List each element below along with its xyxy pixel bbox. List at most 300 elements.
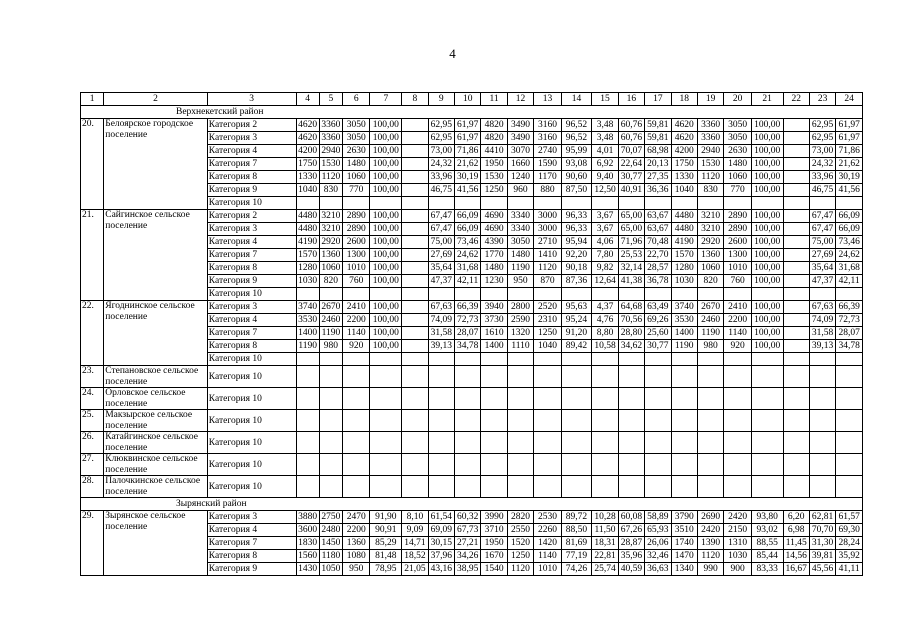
value-cell: 1950 <box>481 158 507 171</box>
value-cell <box>402 145 428 158</box>
value-cell: 83,33 <box>751 563 783 576</box>
value-cell: 67,63 <box>809 301 835 314</box>
value-cell <box>592 432 618 454</box>
value-cell <box>534 454 561 476</box>
category-label: Категория 3 <box>207 301 296 314</box>
value-cell <box>402 288 428 301</box>
value-cell: 24,32 <box>809 158 835 171</box>
value-cell <box>783 184 809 197</box>
value-cell: 1750 <box>296 158 319 171</box>
value-cell: 3940 <box>481 301 507 314</box>
value-cell: 27,35 <box>645 171 671 184</box>
value-cell <box>618 388 644 410</box>
value-cell <box>402 223 428 236</box>
value-cell: 2600 <box>724 236 751 249</box>
column-number: 5 <box>319 93 342 106</box>
value-cell <box>592 476 618 498</box>
value-cell: 1330 <box>671 171 697 184</box>
value-cell <box>671 476 697 498</box>
settlement-number: 21. <box>81 210 104 301</box>
value-cell: 62,81 <box>809 511 835 524</box>
value-cell <box>296 432 319 454</box>
column-number: 11 <box>481 93 507 106</box>
value-cell <box>809 353 835 366</box>
value-cell: 3600 <box>296 524 319 537</box>
settlement-number: 26. <box>81 432 104 454</box>
value-cell: 3,48 <box>592 132 618 145</box>
value-cell <box>561 388 592 410</box>
value-cell: 1360 <box>697 249 723 262</box>
value-cell: 28,07 <box>454 327 480 340</box>
value-cell: 100,00 <box>370 314 402 327</box>
value-cell: 1480 <box>343 158 370 171</box>
value-cell: 60,32 <box>454 511 480 524</box>
value-cell: 1140 <box>343 327 370 340</box>
value-cell: 100,00 <box>370 132 402 145</box>
value-cell <box>836 353 863 366</box>
category-label: Категория 10 <box>207 353 296 366</box>
value-cell <box>561 432 592 454</box>
category-label: Категория 8 <box>207 262 296 275</box>
value-cell: 2940 <box>319 145 342 158</box>
value-cell: 22,64 <box>618 158 644 171</box>
column-number: 20 <box>724 93 751 106</box>
value-cell <box>428 288 454 301</box>
value-cell: 21,62 <box>454 158 480 171</box>
value-cell: 12,50 <box>592 184 618 197</box>
value-cell: 2920 <box>319 236 342 249</box>
value-cell: 95,99 <box>561 145 592 158</box>
value-cell: 95,24 <box>561 314 592 327</box>
value-cell: 1030 <box>296 275 319 288</box>
value-cell <box>783 353 809 366</box>
value-cell: 2630 <box>343 145 370 158</box>
value-cell: 2200 <box>343 314 370 327</box>
value-cell <box>402 210 428 223</box>
value-cell: 90,18 <box>561 262 592 275</box>
value-cell: 24,32 <box>428 158 454 171</box>
value-cell <box>402 454 428 476</box>
value-cell: 77,19 <box>561 550 592 563</box>
settlement-name: Макзырское сельское поселение <box>104 410 208 432</box>
value-cell <box>592 197 618 210</box>
category-label: Категория 10 <box>207 197 296 210</box>
value-cell <box>592 454 618 476</box>
value-cell <box>671 353 697 366</box>
value-cell: 4620 <box>671 119 697 132</box>
value-cell <box>618 432 644 454</box>
value-cell: 100,00 <box>370 249 402 262</box>
value-cell <box>751 432 783 454</box>
category-label: Категория 3 <box>207 132 296 145</box>
value-cell: 65,93 <box>645 524 671 537</box>
value-cell <box>697 432 723 454</box>
value-cell <box>809 410 835 432</box>
value-cell: 64,68 <box>618 301 644 314</box>
settlement-number: 28. <box>81 476 104 498</box>
value-cell: 40,91 <box>618 184 644 197</box>
value-cell: 1190 <box>697 327 723 340</box>
value-cell: 91,90 <box>370 511 402 524</box>
value-cell: 30,15 <box>428 537 454 550</box>
value-cell <box>428 353 454 366</box>
value-cell <box>454 432 480 454</box>
value-cell <box>809 476 835 498</box>
value-cell <box>783 476 809 498</box>
value-cell: 22,81 <box>592 550 618 563</box>
value-cell <box>783 249 809 262</box>
value-cell: 3160 <box>534 132 561 145</box>
value-cell: 20,13 <box>645 158 671 171</box>
value-cell: 1360 <box>343 537 370 550</box>
value-cell <box>454 410 480 432</box>
value-cell: 65,00 <box>618 210 644 223</box>
table-row <box>81 301 863 314</box>
value-cell: 1010 <box>724 262 751 275</box>
value-cell <box>402 249 428 262</box>
value-cell <box>809 432 835 454</box>
value-cell <box>428 432 454 454</box>
value-cell: 100,00 <box>370 184 402 197</box>
table-row <box>81 476 863 498</box>
value-cell: 2410 <box>724 301 751 314</box>
category-label: Категория 9 <box>207 184 296 197</box>
settlement-name: Орловское сельское поселение <box>104 388 208 410</box>
value-cell: 2670 <box>319 301 342 314</box>
value-cell: 93,80 <box>751 511 783 524</box>
category-label: Категория 10 <box>207 288 296 301</box>
value-cell: 1520 <box>507 537 533 550</box>
settlement-number: 20. <box>81 119 104 210</box>
value-cell <box>402 301 428 314</box>
value-cell: 34,78 <box>454 340 480 353</box>
value-cell: 31,58 <box>428 327 454 340</box>
value-cell <box>343 197 370 210</box>
column-number: 24 <box>836 93 863 106</box>
value-cell <box>370 476 402 498</box>
value-cell <box>343 288 370 301</box>
value-cell: 2690 <box>697 511 723 524</box>
value-cell: 46,75 <box>428 184 454 197</box>
value-cell: 2420 <box>697 524 723 537</box>
value-cell: 1040 <box>296 184 319 197</box>
value-cell <box>671 454 697 476</box>
category-label: Категория 4 <box>207 524 296 537</box>
value-cell <box>645 476 671 498</box>
value-cell <box>836 454 863 476</box>
value-cell: 3210 <box>319 223 342 236</box>
value-cell <box>296 388 319 410</box>
value-cell <box>645 353 671 366</box>
value-cell: 100,00 <box>751 145 783 158</box>
value-cell: 25,60 <box>645 327 671 340</box>
category-label: Категория 10 <box>207 388 296 410</box>
value-cell <box>402 314 428 327</box>
value-cell: 32,46 <box>645 550 671 563</box>
value-cell: 4620 <box>671 132 697 145</box>
value-cell: 61,97 <box>454 119 480 132</box>
category-label: Категория 4 <box>207 314 296 327</box>
value-cell: 30,77 <box>645 340 671 353</box>
value-cell: 12,64 <box>592 275 618 288</box>
value-cell <box>809 388 835 410</box>
value-cell <box>454 454 480 476</box>
value-cell: 8,10 <box>402 511 428 524</box>
value-cell: 58,89 <box>645 511 671 524</box>
value-cell: 30,77 <box>618 171 644 184</box>
value-cell: 95,63 <box>561 301 592 314</box>
value-cell: 3050 <box>343 132 370 145</box>
value-cell: 1410 <box>534 249 561 262</box>
column-number: 13 <box>534 93 561 106</box>
value-cell: 100,00 <box>751 262 783 275</box>
value-cell: 4820 <box>481 119 507 132</box>
category-label: Категория 4 <box>207 145 296 158</box>
section-row <box>81 106 863 119</box>
value-cell <box>561 454 592 476</box>
value-cell: 33,96 <box>809 171 835 184</box>
value-cell: 81,48 <box>370 550 402 563</box>
value-cell: 45,56 <box>809 563 835 576</box>
value-cell <box>428 454 454 476</box>
value-cell: 11,50 <box>592 524 618 537</box>
value-cell <box>370 454 402 476</box>
value-cell: 88,55 <box>751 537 783 550</box>
value-cell: 1120 <box>697 550 723 563</box>
category-label: Категория 7 <box>207 327 296 340</box>
value-cell <box>534 353 561 366</box>
value-cell: 100,00 <box>751 301 783 314</box>
value-cell: 950 <box>507 275 533 288</box>
value-cell <box>618 288 644 301</box>
value-cell <box>836 388 863 410</box>
value-cell <box>783 327 809 340</box>
value-cell <box>402 366 428 388</box>
value-cell: 2890 <box>343 223 370 236</box>
value-cell <box>343 410 370 432</box>
value-cell: 61,97 <box>454 132 480 145</box>
value-cell <box>370 366 402 388</box>
settlement-number: 27. <box>81 454 104 476</box>
category-label: Категория 10 <box>207 476 296 498</box>
value-cell <box>428 410 454 432</box>
value-cell: 6,98 <box>783 524 809 537</box>
column-number: 3 <box>207 93 296 106</box>
value-cell: 24,62 <box>454 249 480 262</box>
value-cell: 2150 <box>724 524 751 537</box>
value-cell <box>319 432 342 454</box>
value-cell: 1120 <box>534 262 561 275</box>
category-label: Категория 10 <box>207 410 296 432</box>
value-cell: 1390 <box>697 537 723 550</box>
value-cell: 950 <box>343 563 370 576</box>
column-numbers-row <box>81 93 863 106</box>
value-cell: 9,09 <box>402 524 428 537</box>
value-cell: 3990 <box>481 511 507 524</box>
value-cell: 1670 <box>481 550 507 563</box>
column-number: 9 <box>428 93 454 106</box>
value-cell: 71,96 <box>618 236 644 249</box>
value-cell: 100,00 <box>751 119 783 132</box>
value-cell: 71,86 <box>836 145 863 158</box>
value-cell <box>402 197 428 210</box>
value-cell: 3210 <box>319 210 342 223</box>
settlement-number: 29. <box>81 511 104 576</box>
value-cell: 88,50 <box>561 524 592 537</box>
value-cell: 95,94 <box>561 236 592 249</box>
value-cell <box>671 432 697 454</box>
value-cell: 1050 <box>319 563 342 576</box>
value-cell: 1280 <box>296 262 319 275</box>
table-row <box>81 432 863 454</box>
value-cell: 100,00 <box>751 184 783 197</box>
value-cell: 41,56 <box>836 184 863 197</box>
value-cell: 75,00 <box>428 236 454 249</box>
value-cell <box>561 353 592 366</box>
value-cell: 1470 <box>671 550 697 563</box>
value-cell: 27,21 <box>454 537 480 550</box>
value-cell: 100,00 <box>751 210 783 223</box>
value-cell: 1330 <box>296 171 319 184</box>
value-cell: 30,19 <box>454 171 480 184</box>
category-label: Категория 10 <box>207 454 296 476</box>
value-cell: 40,59 <box>618 563 644 576</box>
value-cell: 61,57 <box>836 511 863 524</box>
value-cell <box>592 353 618 366</box>
value-cell <box>751 366 783 388</box>
category-label: Категория 2 <box>207 210 296 223</box>
value-cell: 3070 <box>507 145 533 158</box>
value-cell: 32,14 <box>618 262 644 275</box>
value-cell: 18,52 <box>402 550 428 563</box>
value-cell: 2200 <box>343 524 370 537</box>
value-cell: 1010 <box>534 563 561 576</box>
column-number: 22 <box>783 93 809 106</box>
value-cell: 1590 <box>534 158 561 171</box>
column-number: 16 <box>618 93 644 106</box>
value-cell: 1480 <box>724 158 751 171</box>
value-cell: 4480 <box>671 210 697 223</box>
value-cell: 100,00 <box>370 262 402 275</box>
value-cell <box>751 476 783 498</box>
value-cell: 100,00 <box>751 340 783 353</box>
value-cell: 100,00 <box>751 171 783 184</box>
value-cell: 10,28 <box>592 511 618 524</box>
value-cell: 1250 <box>507 550 533 563</box>
value-cell: 25,53 <box>618 249 644 262</box>
value-cell: 1400 <box>671 327 697 340</box>
value-cell: 2590 <box>507 314 533 327</box>
value-cell: 920 <box>724 340 751 353</box>
value-cell: 35,96 <box>618 550 644 563</box>
value-cell <box>561 410 592 432</box>
value-cell <box>402 184 428 197</box>
value-cell: 65,00 <box>618 223 644 236</box>
value-cell: 2520 <box>534 301 561 314</box>
category-label: Категория 3 <box>207 511 296 524</box>
value-cell: 1280 <box>671 262 697 275</box>
value-cell <box>645 454 671 476</box>
value-cell: 3740 <box>296 301 319 314</box>
table-row <box>81 388 863 410</box>
value-cell <box>783 454 809 476</box>
value-cell: 1250 <box>481 184 507 197</box>
value-cell <box>836 476 863 498</box>
value-cell <box>783 340 809 353</box>
value-cell: 4,01 <box>592 145 618 158</box>
value-cell: 62,95 <box>809 119 835 132</box>
category-label: Категория 8 <box>207 171 296 184</box>
value-cell: 2750 <box>319 511 342 524</box>
value-cell <box>751 388 783 410</box>
value-cell: 6,92 <box>592 158 618 171</box>
value-cell: 67,47 <box>809 210 835 223</box>
value-cell: 70,48 <box>645 236 671 249</box>
value-cell: 1480 <box>507 249 533 262</box>
value-cell <box>836 410 863 432</box>
value-cell <box>618 353 644 366</box>
value-cell: 43,16 <box>428 563 454 576</box>
value-cell: 28,07 <box>836 327 863 340</box>
value-cell: 900 <box>724 563 751 576</box>
value-cell <box>534 476 561 498</box>
value-cell <box>507 288 533 301</box>
value-cell: 36,78 <box>645 275 671 288</box>
value-cell: 1010 <box>343 262 370 275</box>
value-cell: 1950 <box>481 537 507 550</box>
value-cell <box>319 410 342 432</box>
value-cell <box>561 288 592 301</box>
section-title: Верхнекетский район <box>81 106 863 119</box>
value-cell: 4480 <box>296 210 319 223</box>
value-cell: 73,00 <box>428 145 454 158</box>
value-cell <box>534 410 561 432</box>
value-cell: 35,64 <box>809 262 835 275</box>
value-cell <box>454 476 480 498</box>
column-number: 8 <box>402 93 428 106</box>
column-number: 6 <box>343 93 370 106</box>
value-cell: 3000 <box>534 210 561 223</box>
value-cell <box>671 410 697 432</box>
value-cell: 3880 <box>296 511 319 524</box>
value-cell <box>645 197 671 210</box>
value-cell: 24,62 <box>836 249 863 262</box>
value-cell <box>836 288 863 301</box>
value-cell: 31,58 <box>809 327 835 340</box>
value-cell <box>343 353 370 366</box>
value-cell: 69,30 <box>836 524 863 537</box>
column-number: 19 <box>697 93 723 106</box>
value-cell: 1190 <box>319 327 342 340</box>
value-cell: 66,39 <box>836 301 863 314</box>
value-cell: 3050 <box>343 119 370 132</box>
value-cell: 27,69 <box>428 249 454 262</box>
value-cell: 1530 <box>481 171 507 184</box>
value-cell: 1540 <box>481 563 507 576</box>
value-cell <box>751 288 783 301</box>
value-cell <box>507 388 533 410</box>
table-row <box>81 410 863 432</box>
value-cell: 66,39 <box>454 301 480 314</box>
table-row <box>81 454 863 476</box>
value-cell: 8,80 <box>592 327 618 340</box>
value-cell: 760 <box>343 275 370 288</box>
value-cell <box>697 288 723 301</box>
value-cell <box>671 288 697 301</box>
category-label: Категория 7 <box>207 537 296 550</box>
value-cell <box>534 288 561 301</box>
value-cell: 21,62 <box>836 158 863 171</box>
